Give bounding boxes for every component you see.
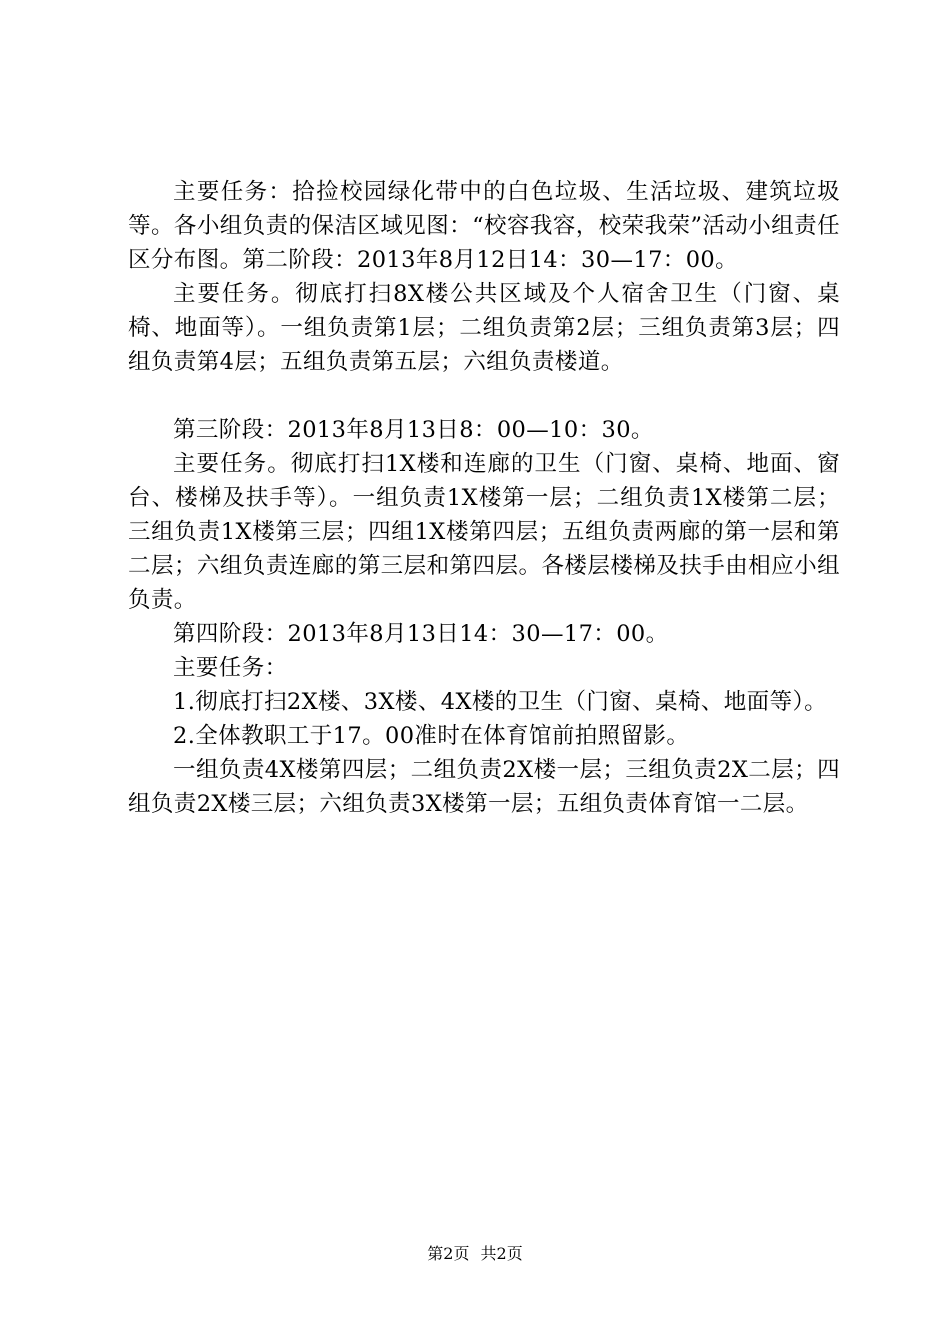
paragraph-stage-three-heading: 第三阶段：2013年8月13日8：00—10：30。 <box>173 417 654 443</box>
paragraph-stage-two-tasks: 主要任务。彻底打扫8X楼公共区域及个人宿舍卫生（门窗、桌椅、地面等）。一组负责第1层；二组负责第2层；三组负责第3层；四组负责第4层；五组负责第五层；六组负责楼道。 <box>128 281 840 375</box>
paragraph-main-tasks-label: 主要任务： <box>173 655 288 681</box>
paragraph-task-item-2: 2.全体教职工于17。00准时在体育馆前拍照留影。 <box>173 723 690 749</box>
paragraph-task-item-1: 1.彻底打扫2X楼、3X楼、4X楼的卫生（门窗、桌椅、地面等）。 <box>173 689 828 715</box>
paragraph-stage-four-heading: 第四阶段：2013年8月13日14：30—17：00。 <box>173 621 669 647</box>
paragraph-stage-one-tasks: 主要任务：拾捡校园绿化带中的白色垃圾、生活垃圾、建筑垃圾等。各小组负责的保洁区域见图：“校容我容，校荣我荣”活动小组责任区分布图。第二阶段：2013年8月12日14：30—17：00。 <box>128 179 840 273</box>
page-total: 共2页 <box>480 1244 523 1263</box>
paragraph-spacer <box>128 379 840 413</box>
page-footer <box>0 1244 950 1264</box>
page-number: 第2页 <box>427 1244 470 1263</box>
document-body <box>128 175 840 821</box>
paragraph-stage-three-tasks: 主要任务。彻底打扫1X楼和连廊的卫生（门窗、桌椅、地面、窗台、楼梯及扶手等）。一组负责1X楼第一层；二组负责1X楼第二层；三组负责1X楼第三层；四组1X楼第四层；五组负责两廊的第一层和第二层；六组负责连廊的第三层和第四层。各楼层楼梯及扶手由相应小组负责。 <box>128 451 840 613</box>
paragraph-group-assignments: 一组负责4X楼第四层；二组负责2X楼一层；三组负责2X二层；四组负责2X楼三层；六组负责3X楼第一层；五组负责体育馆一二层。 <box>128 757 840 817</box>
